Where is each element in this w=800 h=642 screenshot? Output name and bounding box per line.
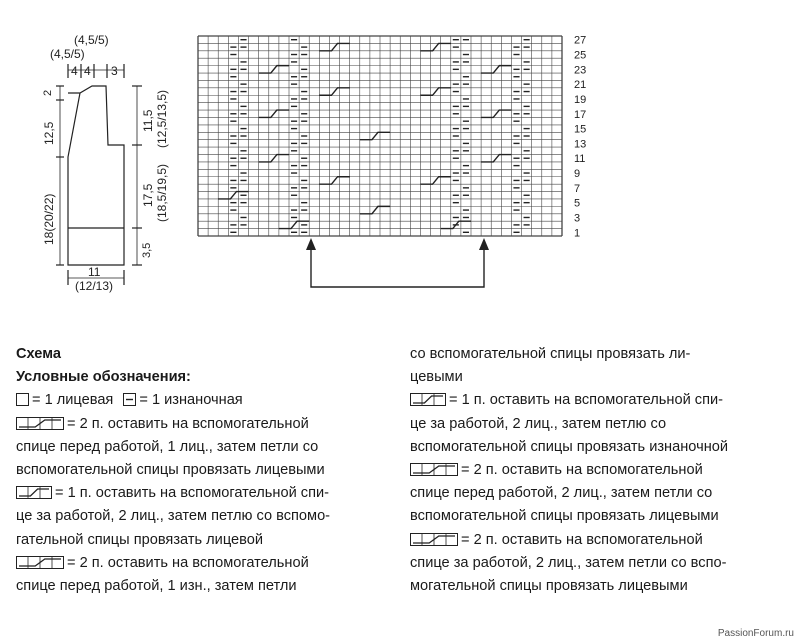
legend-text: = 2 п. оставить на вспомогательной [461,531,703,548]
legend-right-item-2-line-2 [410,505,728,528]
top-label-2: (4,5/5) [50,47,85,61]
legend-right-item-3-line-1 [410,552,728,575]
legend-left-item-2-line-2 [16,529,330,552]
legend-text: це за работой, 2 лиц., затем петлю со [410,415,667,432]
row-number: 23 [574,64,587,77]
legend-text: спице за работой, 2 лиц., затем петли со вспо- [410,554,727,571]
legend-text: = 2 п. оставить на вспомогательной [67,554,309,571]
legend-right-item-3-line-0 [410,529,728,552]
legend-text: вспомогательной спицы провязать лицевыми [16,461,325,478]
knit-symbol-icon [16,393,29,406]
legend-left-item-1-line-2 [16,459,330,482]
cable-symbol-icon [410,533,458,546]
top-width-2: 4 [84,64,91,78]
cable-stroke [319,177,349,184]
right-dim-mid: 17,5 [141,183,155,207]
row-number: 5 [574,197,581,210]
legend-text: = 2 п. оставить на вспомогательной [67,415,309,432]
legend-purl-text: = 1 изнаночная [139,392,243,409]
row-number: 9 [574,168,581,181]
legend-left-item-2-line-1 [16,505,330,528]
legend-right-item-2-line-1 [410,482,728,505]
legend-text: вспомогательной спицы провязать изнаночной [410,438,729,455]
cable-stroke [481,110,511,117]
row-number: 17 [574,108,587,121]
row-number: 3 [574,212,581,225]
legend-left-item-1-line-0 [16,413,330,436]
legend-right-item-1-line-2 [410,436,728,459]
left-dim-lower: 18(20/22) [42,193,56,245]
cable-stroke [259,155,289,162]
legend-right-item-1-line-0 [410,389,728,412]
legend-right-item-2-line-0 [410,459,728,482]
legend-basic-row [16,389,330,412]
legend-left-item-2-line-0 [16,482,330,505]
cable-symbol-icon [16,417,64,430]
cable-symbol-icon [410,393,446,406]
cable-stroke [481,66,511,73]
legend-right-item-3-line-2 [410,575,728,598]
repeat-arrow [311,248,484,287]
cable-stroke [259,66,289,73]
row-number: 25 [574,49,587,62]
legend-right-item-0-line-0 [410,343,728,366]
right-dim-mid-alt: (18,5/19,5) [155,163,169,222]
bottom-width: 11 [88,265,101,279]
left-dim-upper: 12,5 [42,121,56,145]
row-number: 27 [574,34,587,47]
legend-text: спице перед работой, 1 лиц., затем петли со [16,438,319,455]
bottom-width-alt: (12/13) [75,279,114,293]
legend-title: Схема [16,346,61,362]
row-number: 11 [574,153,586,166]
legend-right [410,343,728,598]
legend-left-item-1-line-1 [16,436,330,459]
legend-text: спице перед работой, 1 изн., затем петли [16,577,297,594]
legend-text: гательной спицы провязать лицевой [16,531,263,548]
row-number: 15 [574,123,587,136]
legend-text: могательной спицы провязать лицевыми [410,577,688,594]
row-number: 1 [574,227,581,240]
garment-schematic [0,0,200,300]
schematic-outline [68,86,124,265]
cable-stroke [319,88,349,95]
legend-left [16,343,330,598]
cable-stroke [420,43,450,50]
legend-subtitle: Условные обозначения: [16,369,191,386]
right-dim-bottom: 3,5 [141,242,153,258]
left-top-mark: 2 [42,89,54,96]
legend-text: = 2 п. оставить на вспомогательной [461,461,703,478]
purl-symbol-icon [123,393,136,406]
repeat-arrow-right-head [479,238,489,250]
watermark: PassionForum.ru [717,628,794,639]
legend-text: вспомогательной спицы провязать лицевыми [410,508,719,525]
legend-text: = 1 п. оставить на вспомогательной спи- [55,485,330,502]
right-dim-upper: 11,5 [141,109,155,132]
cable-stroke [420,177,450,184]
cable-stroke [360,206,390,213]
legend-right-item-0-line-1 [410,366,728,389]
top-label-1: (4,5/5) [74,33,109,47]
row-number: 19 [574,93,587,106]
row-number: 13 [574,138,587,151]
cable-stroke [420,88,450,95]
cable-stroke [360,132,390,139]
cable-stroke [481,155,511,162]
row-number: 21 [574,79,587,92]
cable-stroke [259,110,289,117]
cable-stroke [319,43,349,50]
legend-left-item-3-line-1 [16,575,330,598]
cable-symbol-icon [410,463,458,476]
legend-text: со вспомогательной спицы провязать ли- [410,346,691,362]
legend-text: спице перед работой, 2 лиц., затем петли со [410,485,713,502]
knitting-chart [190,30,600,295]
repeat-arrow-left-head [306,238,316,250]
legend-text: цевыми [410,369,463,386]
row-number: 7 [574,182,581,195]
cable-stroke [441,221,471,228]
chart-row-numbers [574,35,586,240]
right-dim-upper-alt: (12,5/13,5) [155,89,169,148]
legend-knit-text: = 1 лицевая [32,392,114,409]
cable-symbol-icon [16,556,64,569]
cable-symbol-icon [16,486,52,499]
chart-stitch-marks [218,40,529,233]
legend-right-item-1-line-1 [410,413,728,436]
legend-text: це за работой, 2 лиц., затем петлю со вспомо- [16,508,331,525]
legend-left-item-3-line-0 [16,552,330,575]
legend-text: = 1 п. оставить на вспомогательной спи- [449,392,724,409]
top-width-1: 4 [71,64,78,78]
top-width-3: 3 [111,64,118,78]
